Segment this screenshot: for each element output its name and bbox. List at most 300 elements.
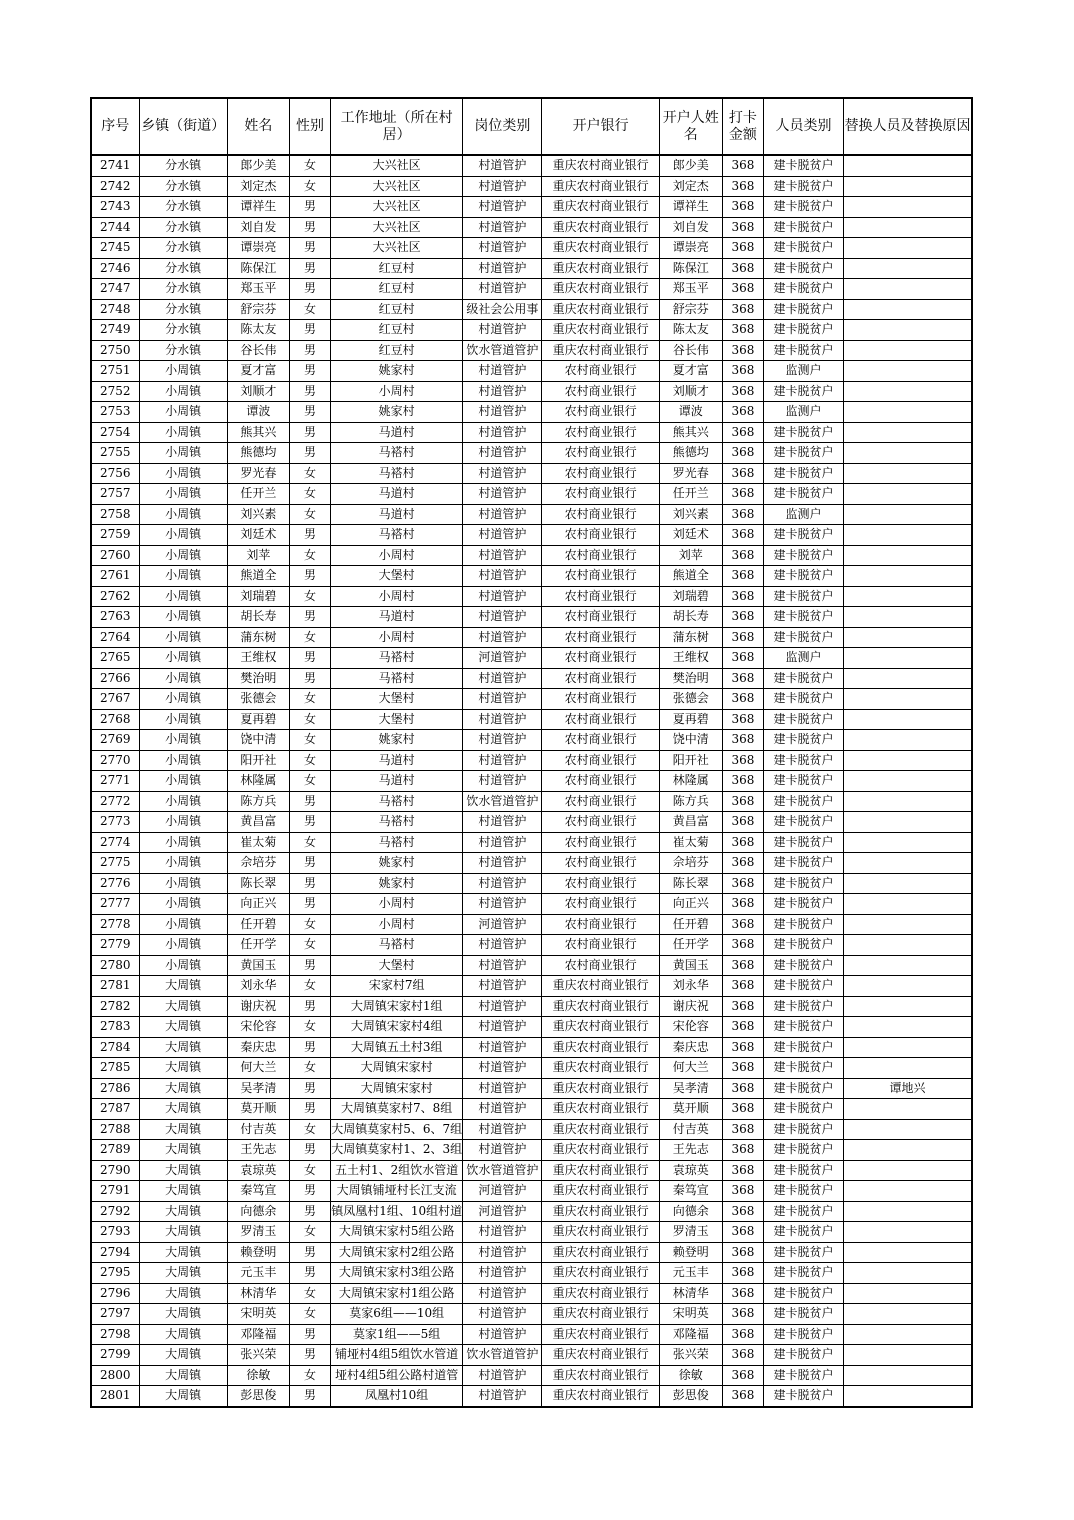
bank-cell: 重庆农村商业银行 — [542, 1099, 659, 1120]
amount-cell: 368 — [722, 1099, 763, 1120]
post-type-cell: 村道管护 — [463, 443, 542, 464]
name-cell: 何大兰 — [227, 1058, 289, 1079]
bank-cell: 重庆农村商业银行 — [542, 1386, 659, 1407]
replacement-cell — [844, 422, 972, 443]
gender-cell: 女 — [289, 586, 330, 607]
gender-cell: 男 — [289, 996, 330, 1017]
name-cell: 熊其兴 — [227, 422, 289, 443]
account-holder-cell: 刘瑞碧 — [659, 586, 722, 607]
replacement-cell — [844, 545, 972, 566]
town-cell: 大周镇 — [139, 1140, 227, 1161]
account-holder-cell: 吴孝清 — [659, 1078, 722, 1099]
work-address-cell: 大周镇宋家村1组公路 — [331, 1283, 463, 1304]
replacement-cell — [844, 689, 972, 710]
replacement-cell — [844, 340, 972, 361]
bank-cell: 农村商业银行 — [542, 381, 659, 402]
table-row — [91, 484, 972, 505]
account-holder-cell: 胡长寿 — [659, 607, 722, 628]
person-type-cell: 建卡脱贫户 — [763, 1386, 843, 1407]
amount-cell: 368 — [722, 381, 763, 402]
account-holder-cell: 付吉英 — [659, 1119, 722, 1140]
account-holder-cell: 郎少美 — [659, 155, 722, 176]
person-type-cell: 建卡脱贫户 — [763, 627, 843, 648]
work-address-cell: 大兴社区 — [331, 197, 463, 218]
index-cell: 2753 — [91, 402, 139, 423]
town-cell: 大周镇 — [139, 1099, 227, 1120]
bank-cell: 农村商业银行 — [542, 566, 659, 587]
post-type-cell: 村道管护 — [463, 709, 542, 730]
name-cell: 吴孝清 — [227, 1078, 289, 1099]
town-cell: 大周镇 — [139, 1324, 227, 1345]
work-address-cell: 大周镇五土村3组 — [331, 1037, 463, 1058]
bank-cell: 农村商业银行 — [542, 463, 659, 484]
account-holder-cell: 刘永华 — [659, 976, 722, 997]
account-holder-cell: 宋伦容 — [659, 1017, 722, 1038]
gender-cell: 女 — [289, 1304, 330, 1325]
post-type-cell: 村道管护 — [463, 996, 542, 1017]
gender-cell: 女 — [289, 627, 330, 648]
bank-cell: 重庆农村商业银行 — [542, 197, 659, 218]
index-cell: 2779 — [91, 935, 139, 956]
work-address-cell: 马道村 — [331, 607, 463, 628]
replacement-cell — [844, 566, 972, 587]
work-address-cell: 马褡村 — [331, 525, 463, 546]
town-cell: 小周镇 — [139, 381, 227, 402]
post-type-cell: 村道管护 — [463, 1140, 542, 1161]
amount-cell: 368 — [722, 1242, 763, 1263]
replacement-cell — [844, 791, 972, 812]
replacement-cell — [844, 935, 972, 956]
town-cell: 大周镇 — [139, 1345, 227, 1366]
bank-cell: 重庆农村商业银行 — [542, 1222, 659, 1243]
replacement-cell — [844, 381, 972, 402]
post-type-cell: 村道管护 — [463, 1365, 542, 1386]
person-type-cell: 建卡脱贫户 — [763, 545, 843, 566]
bank-cell: 农村商业银行 — [542, 648, 659, 669]
work-address-cell: 马褡村 — [331, 935, 463, 956]
person-type-cell: 建卡脱贫户 — [763, 1160, 843, 1181]
town-cell: 小周镇 — [139, 791, 227, 812]
table-row — [91, 648, 972, 669]
work-address-cell: 小周村 — [331, 545, 463, 566]
gender-cell: 女 — [289, 1017, 330, 1038]
table-row — [91, 176, 972, 197]
work-address-cell: 大堡村 — [331, 709, 463, 730]
gender-cell: 男 — [289, 361, 330, 382]
town-cell: 小周镇 — [139, 853, 227, 874]
person-type-cell: 建卡脱贫户 — [763, 1119, 843, 1140]
index-cell: 2756 — [91, 463, 139, 484]
replacement-cell — [844, 1017, 972, 1038]
work-address-cell: 小周村 — [331, 627, 463, 648]
person-type-cell: 建卡脱贫户 — [763, 709, 843, 730]
name-cell: 刘苹 — [227, 545, 289, 566]
index-cell: 2801 — [91, 1386, 139, 1407]
account-holder-cell: 熊德均 — [659, 443, 722, 464]
town-cell: 小周镇 — [139, 422, 227, 443]
person-type-cell: 建卡脱贫户 — [763, 463, 843, 484]
account-holder-cell: 秦笃宣 — [659, 1181, 722, 1202]
bank-cell: 农村商业银行 — [542, 771, 659, 792]
account-holder-cell: 刘自发 — [659, 217, 722, 238]
work-address-cell: 大周镇宋家村 — [331, 1078, 463, 1099]
index-cell: 2773 — [91, 812, 139, 833]
post-type-cell: 村道管护 — [463, 463, 542, 484]
town-cell: 小周镇 — [139, 361, 227, 382]
account-holder-cell: 何大兰 — [659, 1058, 722, 1079]
work-address-cell: 大兴社区 — [331, 155, 463, 176]
name-cell: 夏才富 — [227, 361, 289, 382]
name-cell: 任开兰 — [227, 484, 289, 505]
bank-cell: 农村商业银行 — [542, 935, 659, 956]
index-cell: 2778 — [91, 914, 139, 935]
account-holder-cell: 郑玉平 — [659, 279, 722, 300]
account-holder-cell: 罗光春 — [659, 463, 722, 484]
name-cell: 袁琼英 — [227, 1160, 289, 1181]
name-cell: 陈太友 — [227, 320, 289, 341]
bank-cell: 农村商业银行 — [542, 361, 659, 382]
name-cell: 任开碧 — [227, 914, 289, 935]
index-cell: 2777 — [91, 894, 139, 915]
col-header-person-type: 人员类别 — [763, 98, 843, 155]
amount-cell: 368 — [722, 1181, 763, 1202]
post-type-cell: 村道管护 — [463, 1099, 542, 1120]
town-cell: 大周镇 — [139, 1181, 227, 1202]
bank-cell: 重庆农村商业银行 — [542, 1140, 659, 1161]
replacement-cell — [844, 1324, 972, 1345]
gender-cell: 男 — [289, 1345, 330, 1366]
amount-cell: 368 — [722, 361, 763, 382]
town-cell: 大周镇 — [139, 1201, 227, 1222]
person-type-cell: 建卡脱贫户 — [763, 750, 843, 771]
amount-cell: 368 — [722, 463, 763, 484]
account-holder-cell: 樊治明 — [659, 668, 722, 689]
index-cell: 2795 — [91, 1263, 139, 1284]
work-address-cell: 红豆村 — [331, 320, 463, 341]
gender-cell: 男 — [289, 1201, 330, 1222]
index-cell: 2764 — [91, 627, 139, 648]
gender-cell: 女 — [289, 1222, 330, 1243]
town-cell: 分水镇 — [139, 155, 227, 176]
replacement-cell — [844, 1283, 972, 1304]
bank-cell: 重庆农村商业银行 — [542, 1201, 659, 1222]
person-type-cell: 建卡脱贫户 — [763, 1365, 843, 1386]
account-holder-cell: 刘兴素 — [659, 504, 722, 525]
name-cell: 谷长伟 — [227, 340, 289, 361]
account-holder-cell: 张德会 — [659, 689, 722, 710]
town-cell: 小周镇 — [139, 935, 227, 956]
account-holder-cell: 张兴荣 — [659, 1345, 722, 1366]
replacement-cell — [844, 279, 972, 300]
name-cell: 蒲东树 — [227, 627, 289, 648]
index-cell: 2749 — [91, 320, 139, 341]
index-cell: 2763 — [91, 607, 139, 628]
amount-cell: 368 — [722, 1140, 763, 1161]
work-address-cell: 大周镇莫家村1、2、3组 — [331, 1140, 463, 1161]
replacement-cell — [844, 750, 972, 771]
bank-cell: 重庆农村商业银行 — [542, 1160, 659, 1181]
index-cell: 2743 — [91, 197, 139, 218]
index-cell: 2784 — [91, 1037, 139, 1058]
post-type-cell: 村道管护 — [463, 1283, 542, 1304]
person-type-cell: 建卡脱贫户 — [763, 1324, 843, 1345]
gender-cell: 男 — [289, 1037, 330, 1058]
replacement-cell — [844, 176, 972, 197]
col-header-post-type: 岗位类别 — [463, 98, 542, 155]
person-type-cell: 建卡脱贫户 — [763, 1304, 843, 1325]
town-cell: 分水镇 — [139, 279, 227, 300]
post-type-cell: 村道管护 — [463, 258, 542, 279]
account-holder-cell: 林清华 — [659, 1283, 722, 1304]
amount-cell: 368 — [722, 812, 763, 833]
gender-cell: 男 — [289, 668, 330, 689]
person-type-cell: 建卡脱贫户 — [763, 1181, 843, 1202]
town-cell: 大周镇 — [139, 976, 227, 997]
work-address-cell: 镇凤凰村1组、10组村道 — [331, 1201, 463, 1222]
table-row — [91, 894, 972, 915]
work-address-cell: 马道村 — [331, 504, 463, 525]
name-cell: 宋伦容 — [227, 1017, 289, 1038]
gender-cell: 男 — [289, 894, 330, 915]
town-cell: 小周镇 — [139, 873, 227, 894]
replacement-cell — [844, 484, 972, 505]
gender-cell: 女 — [289, 1058, 330, 1079]
gender-cell: 男 — [289, 402, 330, 423]
post-type-cell: 村道管护 — [463, 771, 542, 792]
replacement-cell — [844, 1365, 972, 1386]
index-cell: 2741 — [91, 155, 139, 176]
replacement-cell — [844, 832, 972, 853]
post-type-cell: 村道管护 — [463, 422, 542, 443]
table-row — [91, 976, 972, 997]
table-row — [91, 996, 972, 1017]
account-holder-cell: 刘廷术 — [659, 525, 722, 546]
replacement-cell — [844, 955, 972, 976]
amount-cell: 368 — [722, 238, 763, 259]
work-address-cell: 垭村4组5组公路村道管 — [331, 1365, 463, 1386]
amount-cell: 368 — [722, 627, 763, 648]
amount-cell: 368 — [722, 873, 763, 894]
town-cell: 分水镇 — [139, 320, 227, 341]
gender-cell: 男 — [289, 422, 330, 443]
post-type-cell: 河道管护 — [463, 1181, 542, 1202]
amount-cell: 368 — [722, 299, 763, 320]
bank-cell: 重庆农村商业银行 — [542, 238, 659, 259]
person-type-cell: 建卡脱贫户 — [763, 1283, 843, 1304]
bank-cell: 重庆农村商业银行 — [542, 1345, 659, 1366]
person-type-cell: 建卡脱贫户 — [763, 176, 843, 197]
account-holder-cell: 徐敏 — [659, 1365, 722, 1386]
index-cell: 2799 — [91, 1345, 139, 1366]
bank-cell: 农村商业银行 — [542, 504, 659, 525]
table-row — [91, 1037, 972, 1058]
name-cell: 谭波 — [227, 402, 289, 423]
post-type-cell: 村道管护 — [463, 1017, 542, 1038]
replacement-cell — [844, 217, 972, 238]
replacement-cell — [844, 299, 972, 320]
account-holder-cell: 宋明英 — [659, 1304, 722, 1325]
post-type-cell: 村道管护 — [463, 504, 542, 525]
bank-cell: 重庆农村商业银行 — [542, 1304, 659, 1325]
index-cell: 2746 — [91, 258, 139, 279]
replacement-cell — [844, 1386, 972, 1407]
amount-cell: 368 — [722, 996, 763, 1017]
replacement-cell — [844, 402, 972, 423]
person-type-cell: 建卡脱贫户 — [763, 812, 843, 833]
bank-cell: 重庆农村商业银行 — [542, 1037, 659, 1058]
work-address-cell: 马褡村 — [331, 648, 463, 669]
work-address-cell: 莫家1组——5组 — [331, 1324, 463, 1345]
post-type-cell: 村道管护 — [463, 1078, 542, 1099]
post-type-cell: 村道管护 — [463, 853, 542, 874]
amount-cell: 368 — [722, 155, 763, 176]
index-cell: 2792 — [91, 1201, 139, 1222]
town-cell: 大周镇 — [139, 1058, 227, 1079]
bank-cell: 农村商业银行 — [542, 545, 659, 566]
amount-cell: 368 — [722, 1037, 763, 1058]
replacement-cell — [844, 1160, 972, 1181]
account-holder-cell: 任开兰 — [659, 484, 722, 505]
bank-cell: 重庆农村商业银行 — [542, 1119, 659, 1140]
person-type-cell: 建卡脱贫户 — [763, 1078, 843, 1099]
amount-cell: 368 — [722, 1160, 763, 1181]
work-address-cell: 大兴社区 — [331, 238, 463, 259]
person-type-cell: 建卡脱贫户 — [763, 443, 843, 464]
table-row — [91, 730, 972, 751]
amount-cell: 368 — [722, 197, 763, 218]
replacement-cell — [844, 853, 972, 874]
account-holder-cell: 刘苹 — [659, 545, 722, 566]
index-cell: 2765 — [91, 648, 139, 669]
table-row — [91, 340, 972, 361]
work-address-cell: 姚家村 — [331, 402, 463, 423]
name-cell: 宋明英 — [227, 1304, 289, 1325]
table-body — [91, 155, 972, 1407]
replacement-cell — [844, 1037, 972, 1058]
index-cell: 2789 — [91, 1140, 139, 1161]
account-holder-cell: 佘培芬 — [659, 853, 722, 874]
table-row — [91, 853, 972, 874]
account-holder-cell: 黄国玉 — [659, 955, 722, 976]
name-cell: 崔太菊 — [227, 832, 289, 853]
gender-cell: 女 — [289, 463, 330, 484]
town-cell: 分水镇 — [139, 258, 227, 279]
name-cell: 王先志 — [227, 1140, 289, 1161]
work-address-cell: 大周镇宋家村4组 — [331, 1017, 463, 1038]
name-cell: 佘培芬 — [227, 853, 289, 874]
bank-cell: 重庆农村商业银行 — [542, 299, 659, 320]
post-type-cell: 河道管护 — [463, 914, 542, 935]
post-type-cell: 村道管护 — [463, 955, 542, 976]
index-cell: 2762 — [91, 586, 139, 607]
gender-cell: 女 — [289, 484, 330, 505]
index-cell: 2787 — [91, 1099, 139, 1120]
replacement-cell — [844, 627, 972, 648]
replacement-cell — [844, 730, 972, 751]
table-row — [91, 914, 972, 935]
post-type-cell: 村道管护 — [463, 217, 542, 238]
account-holder-cell: 秦庆忠 — [659, 1037, 722, 1058]
name-cell: 付吉英 — [227, 1119, 289, 1140]
gender-cell: 女 — [289, 504, 330, 525]
replacement-cell — [844, 812, 972, 833]
account-holder-cell: 向正兴 — [659, 894, 722, 915]
bank-cell: 重庆农村商业银行 — [542, 1078, 659, 1099]
town-cell: 大周镇 — [139, 1283, 227, 1304]
table-row — [91, 238, 972, 259]
name-cell: 陈长翠 — [227, 873, 289, 894]
replacement-cell — [844, 586, 972, 607]
index-cell: 2757 — [91, 484, 139, 505]
index-cell: 2781 — [91, 976, 139, 997]
col-header-replacement: 替换人员及替换原因 — [844, 98, 972, 155]
person-type-cell: 建卡脱贫户 — [763, 668, 843, 689]
post-type-cell: 村道管护 — [463, 484, 542, 505]
post-type-cell: 饮水管道管护 — [463, 340, 542, 361]
person-type-cell: 建卡脱贫户 — [763, 586, 843, 607]
index-cell: 2797 — [91, 1304, 139, 1325]
replacement-cell — [844, 709, 972, 730]
name-cell: 阳开社 — [227, 750, 289, 771]
person-type-cell: 建卡脱贫户 — [763, 976, 843, 997]
person-type-cell: 建卡脱贫户 — [763, 1037, 843, 1058]
bank-cell: 重庆农村商业银行 — [542, 176, 659, 197]
account-holder-cell: 蒲东树 — [659, 627, 722, 648]
amount-cell: 368 — [722, 279, 763, 300]
amount-cell: 368 — [722, 1283, 763, 1304]
replacement-cell — [844, 894, 972, 915]
index-cell: 2769 — [91, 730, 139, 751]
replacement-cell — [844, 320, 972, 341]
index-cell: 2766 — [91, 668, 139, 689]
index-cell: 2767 — [91, 689, 139, 710]
gender-cell: 男 — [289, 1263, 330, 1284]
replacement-cell — [844, 504, 972, 525]
person-type-cell: 监测户 — [763, 361, 843, 382]
work-address-cell: 马褡村 — [331, 668, 463, 689]
replacement-cell — [844, 1140, 972, 1161]
amount-cell: 368 — [722, 894, 763, 915]
person-type-cell: 建卡脱贫户 — [763, 873, 843, 894]
index-cell: 2750 — [91, 340, 139, 361]
replacement-cell — [844, 1119, 972, 1140]
person-type-cell: 建卡脱贫户 — [763, 1222, 843, 1243]
account-holder-cell: 黄昌富 — [659, 812, 722, 833]
amount-cell: 368 — [722, 771, 763, 792]
index-cell: 2754 — [91, 422, 139, 443]
person-type-cell: 建卡脱贫户 — [763, 771, 843, 792]
name-cell: 樊治明 — [227, 668, 289, 689]
post-type-cell: 村道管护 — [463, 566, 542, 587]
town-cell: 小周镇 — [139, 566, 227, 587]
town-cell: 小周镇 — [139, 730, 227, 751]
index-cell: 2742 — [91, 176, 139, 197]
table-row — [91, 320, 972, 341]
account-holder-cell: 舒宗芬 — [659, 299, 722, 320]
name-cell: 张兴荣 — [227, 1345, 289, 1366]
account-holder-cell: 夏再碧 — [659, 709, 722, 730]
index-cell: 2744 — [91, 217, 139, 238]
post-type-cell: 级社会公用事 — [463, 299, 542, 320]
person-type-cell: 建卡脱贫户 — [763, 1017, 843, 1038]
amount-cell: 368 — [722, 586, 763, 607]
post-type-cell: 村道管护 — [463, 155, 542, 176]
amount-cell: 368 — [722, 607, 763, 628]
index-cell: 2783 — [91, 1017, 139, 1038]
gender-cell: 男 — [289, 320, 330, 341]
index-cell: 2791 — [91, 1181, 139, 1202]
table-row — [91, 1365, 972, 1386]
